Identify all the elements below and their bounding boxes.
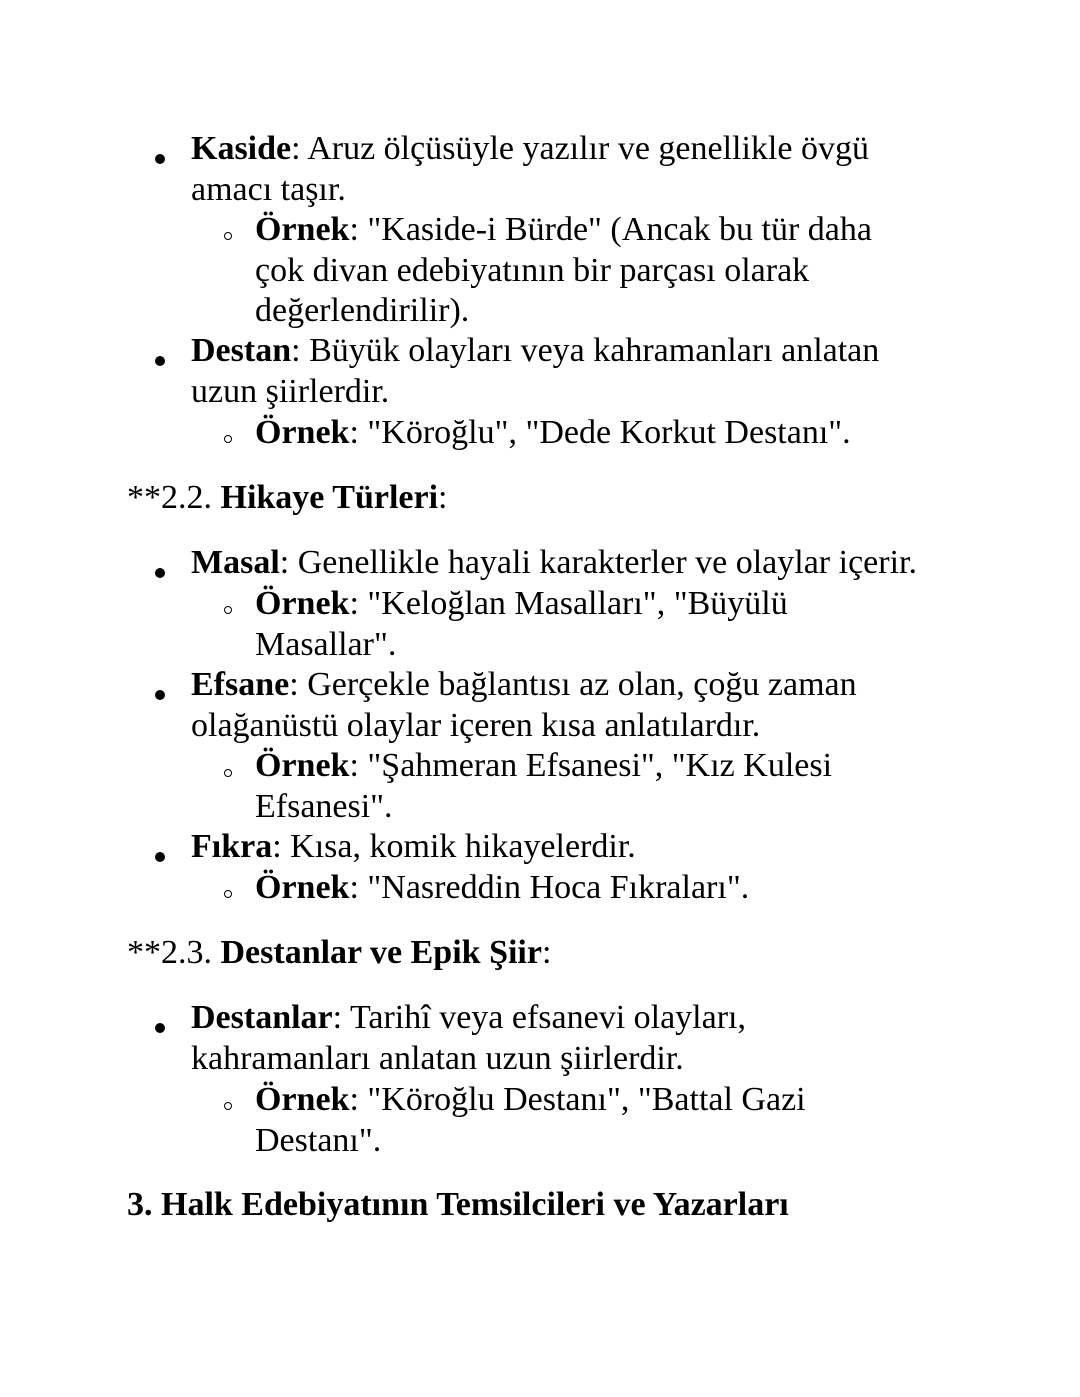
list-item-efsane: [191, 665, 857, 746]
list-item-kaside: [191, 129, 869, 210]
section-title-3: 3. Halk Edebiyatının Temsilcileri ve Yazarları: [127, 1186, 789, 1223]
item-line: amacı taşır.: [191, 170, 346, 208]
bullet-dot: [155, 568, 165, 578]
item-line: Destan: Büyük olayları veya kahramanları anlatan: [191, 332, 880, 369]
item-term: Efsane: [191, 666, 290, 703]
example-destan: [255, 413, 851, 454]
example-kaside: [255, 210, 872, 332]
example-line: çok divan edebiyatının bir parçası olarak: [255, 251, 810, 289]
item-term: Fıkra: [191, 828, 273, 865]
item-line: olağanüstü olaylar içeren kısa anlatılardır.: [191, 706, 761, 744]
example-masal: [255, 584, 788, 665]
example-line: Örnek: "Nasreddin Hoca Fıkraları".: [255, 869, 750, 906]
section-heading-2-3: **2.3. Destanlar ve Epik Şiir:: [127, 934, 552, 971]
bullet-dot: [155, 690, 165, 700]
item-line: Fıkra: Kısa, komik hikayelerdir.: [191, 828, 636, 865]
item-line: Destanlar: Tarihî veya efsanevi olayları,: [191, 999, 746, 1036]
list-item-fikra: [191, 827, 636, 868]
example-line: Destanı".: [255, 1121, 382, 1159]
example-line: Örnek: "Kaside-i Bürde" (Ancak bu tür daha: [255, 211, 872, 248]
example-line: Örnek: "Köroğlu", "Dede Korkut Destanı".: [255, 414, 851, 451]
example-line: Masallar".: [255, 625, 397, 663]
item-line: Efsane: Gerçekle bağlantısı az olan, çoğu zaman: [191, 666, 857, 703]
item-term: Destanlar: [191, 999, 333, 1036]
heading-title: Hikaye Türleri: [220, 479, 439, 516]
bullet-dot: [155, 852, 165, 862]
bullet-circle: [224, 435, 232, 443]
item-line: Kaside: Aruz ölçüsüyle yazılır ve genellikle övgü: [191, 130, 869, 167]
item-term: Destan: [191, 332, 292, 369]
list-item-masal: [191, 543, 917, 584]
list-item-destan: [191, 331, 879, 412]
example-line: değerlendirilir).: [255, 292, 470, 329]
bullet-circle: [224, 890, 232, 898]
example-destanlar: [255, 1080, 806, 1161]
item-line: uzun şiirlerdir.: [191, 372, 390, 410]
bullet-dot: [155, 1023, 165, 1033]
bullet-circle: [224, 232, 232, 240]
item-term: Kaside: [191, 130, 292, 167]
example-term: Örnek: [255, 585, 350, 622]
section-heading-2-2: **2.2. Hikaye Türleri:: [127, 479, 448, 516]
example-term: Örnek: [255, 211, 350, 248]
example-term: Örnek: [255, 747, 350, 784]
example-line: Örnek: "Köroğlu Destanı", "Battal Gazi: [255, 1081, 806, 1118]
item-term: Masal: [191, 544, 280, 581]
bullet-circle: [224, 1102, 232, 1110]
item-line: Masal: Genellikle hayali karakterler ve olaylar içerir.: [191, 544, 917, 581]
example-line: Örnek: "Şahmeran Efsanesi", "Kız Kulesi: [255, 747, 833, 784]
bullet-circle: [224, 769, 232, 777]
example-fikra: [255, 868, 749, 909]
item-line: kahramanları anlatan uzun şiirlerdir.: [191, 1039, 684, 1077]
example-term: Örnek: [255, 1081, 350, 1118]
example-line: Efsanesi".: [255, 787, 393, 825]
bullet-circle: [224, 606, 232, 614]
list-item-destanlar: [191, 998, 746, 1079]
example-term: Örnek: [255, 414, 350, 451]
bullet-dot: [155, 356, 165, 366]
example-efsane: [255, 746, 832, 827]
heading-title: Destanlar ve Epik Şiir: [220, 934, 542, 971]
bullet-dot: [155, 154, 165, 164]
example-term: Örnek: [255, 869, 350, 906]
example-line: Örnek: "Keloğlan Masalları", "Büyülü: [255, 585, 788, 622]
